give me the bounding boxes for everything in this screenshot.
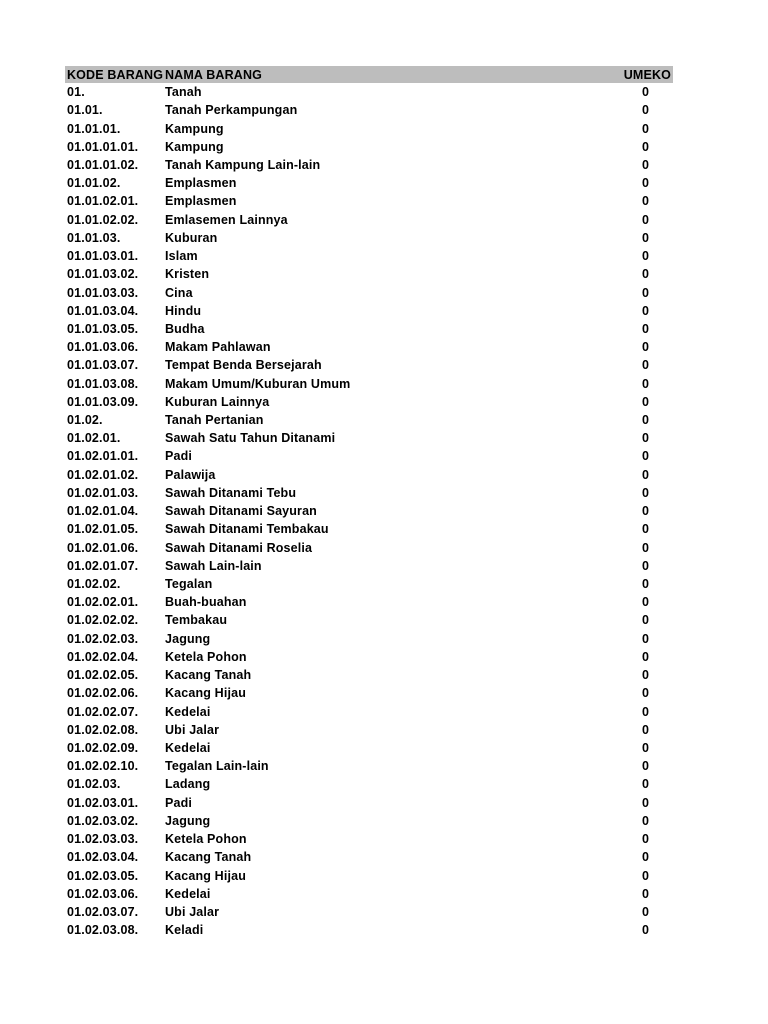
- row-value-cell: 0: [641, 832, 650, 847]
- row-name-cell: Makam Pahlawan: [165, 340, 271, 355]
- row-code-cell: 01.02.01.: [67, 431, 121, 446]
- row-code-cell: 01.02.01.02.: [67, 467, 139, 482]
- row-value-cell: 0: [641, 540, 650, 555]
- row-value-cell: 0: [641, 813, 650, 828]
- table-row: [65, 666, 673, 684]
- row-code-cell: 01.01.03.03.: [67, 285, 139, 300]
- row-code-cell: 01.02.03.02.: [67, 813, 139, 828]
- row-value-cell: 0: [641, 85, 650, 100]
- row-code-cell: 01.01.03.05.: [67, 321, 139, 336]
- row-value-cell: 0: [641, 850, 650, 865]
- row-code-cell: 01.01.03.02.: [67, 267, 139, 282]
- row-code-cell: 01.02.02.02.: [67, 613, 139, 628]
- row-name-cell: Sawah Ditanami Sayuran: [165, 504, 317, 519]
- row-code-cell: 01.02.01.01.: [67, 449, 139, 464]
- row-code-cell: 01.01.03.04.: [67, 303, 139, 318]
- table-row: [65, 794, 673, 812]
- row-code-cell: 01.02.03.07.: [67, 904, 139, 919]
- table-row: [65, 247, 673, 265]
- row-code-cell: 01.02.01.04.: [67, 504, 139, 519]
- row-value-cell: 0: [641, 795, 650, 810]
- row-value-cell: 0: [641, 103, 650, 118]
- table-row: [65, 885, 673, 903]
- table-row: [65, 538, 673, 556]
- table-row: [65, 921, 673, 939]
- row-value-cell: 0: [641, 321, 650, 336]
- row-value-cell: 0: [641, 722, 650, 737]
- table-row: [65, 611, 673, 629]
- table-row: [65, 757, 673, 775]
- table-row: [65, 557, 673, 575]
- row-name-cell: Kacang Hijau: [165, 868, 246, 883]
- row-name-cell: Emplasmen: [165, 176, 237, 191]
- row-name-cell: Jagung: [165, 631, 211, 646]
- row-name-cell: Padi: [165, 449, 192, 464]
- row-value-cell: 0: [641, 631, 650, 646]
- row-code-cell: 01.02.02.05.: [67, 668, 139, 683]
- row-code-cell: 01.02.02.03.: [67, 631, 139, 646]
- row-value-cell: 0: [641, 431, 650, 446]
- table-row: [65, 375, 673, 393]
- row-value-cell: 0: [641, 668, 650, 683]
- table-row: [65, 593, 673, 611]
- table-row: [65, 283, 673, 301]
- table-row: [65, 429, 673, 447]
- table-row: [65, 466, 673, 484]
- row-value-cell: 0: [641, 176, 650, 191]
- row-value-cell: 0: [641, 230, 650, 245]
- table-row: [65, 265, 673, 283]
- row-value-cell: 0: [641, 558, 650, 573]
- row-value-cell: 0: [641, 376, 650, 391]
- row-value-cell: 0: [641, 577, 650, 592]
- table-row: [65, 739, 673, 757]
- row-name-cell: Tanah Perkampungan: [165, 103, 298, 118]
- row-name-cell: Kuburan Lainnya: [165, 394, 270, 409]
- row-code-cell: 01.02.03.: [67, 777, 121, 792]
- row-name-cell: Kacang Tanah: [165, 668, 252, 683]
- table-row: [65, 320, 673, 338]
- table-row: [65, 903, 673, 921]
- row-name-cell: Hindu: [165, 303, 202, 318]
- table-row: [65, 702, 673, 720]
- row-value-cell: 0: [641, 868, 650, 883]
- row-name-cell: Tanah Pertanian: [165, 413, 264, 428]
- row-name-cell: Makam Umum/Kuburan Umum: [165, 376, 351, 391]
- row-name-cell: Budha: [165, 321, 205, 336]
- row-name-cell: Jagung: [165, 813, 211, 828]
- row-name-cell: Tempat Benda Bersejarah: [165, 358, 322, 373]
- row-code-cell: 01.02.02.01.: [67, 595, 139, 610]
- row-name-cell: Emplasmen: [165, 194, 237, 209]
- row-code-cell: 01.: [67, 85, 85, 100]
- row-name-cell: Sawah Satu Tahun Ditanami: [165, 431, 336, 446]
- table-row: [65, 520, 673, 538]
- row-value-cell: 0: [641, 704, 650, 719]
- row-name-cell: Ketela Pohon: [165, 832, 247, 847]
- row-code-cell: 01.02.02.04.: [67, 649, 139, 664]
- row-name-cell: Kristen: [165, 267, 210, 282]
- row-value-cell: 0: [641, 267, 650, 282]
- table-row: [65, 119, 673, 137]
- document-page: [65, 66, 673, 939]
- row-value-cell: 0: [641, 358, 650, 373]
- row-name-cell: Buah-buahan: [165, 595, 247, 610]
- row-name-cell: Kedelai: [165, 886, 211, 901]
- column-header-umeko: UMEKO: [623, 67, 671, 82]
- table-row: [65, 356, 673, 374]
- row-value-cell: 0: [641, 904, 650, 919]
- row-code-cell: 01.02.02.08.: [67, 722, 139, 737]
- row-code-cell: 01.02.02.06.: [67, 686, 139, 701]
- row-code-cell: 01.02.03.06.: [67, 886, 139, 901]
- row-name-cell: Islam: [165, 249, 198, 264]
- row-value-cell: 0: [641, 686, 650, 701]
- row-code-cell: 01.02.01.07.: [67, 558, 139, 573]
- row-name-cell: Kedelai: [165, 704, 211, 719]
- row-code-cell: 01.01.01.: [67, 121, 121, 136]
- table-row: [65, 848, 673, 866]
- table-row: [65, 338, 673, 356]
- table-row: [65, 211, 673, 229]
- table-row: [65, 411, 673, 429]
- table-row: [65, 174, 673, 192]
- row-code-cell: 01.01.03.09.: [67, 394, 139, 409]
- row-name-cell: Emlasemen Lainnya: [165, 212, 288, 227]
- row-name-cell: Tegalan Lain-lain: [165, 759, 269, 774]
- row-code-cell: 01.01.02.01.: [67, 194, 139, 209]
- row-code-cell: 01.01.03.07.: [67, 358, 139, 373]
- table-row: [65, 721, 673, 739]
- row-name-cell: Palawija: [165, 467, 216, 482]
- row-name-cell: Tegalan: [165, 577, 213, 592]
- row-code-cell: 01.02.01.06.: [67, 540, 139, 555]
- row-value-cell: 0: [641, 613, 650, 628]
- row-code-cell: 01.01.03.01.: [67, 249, 139, 264]
- table-row: [65, 648, 673, 666]
- row-code-cell: 01.02.03.08.: [67, 923, 139, 938]
- row-code-cell: 01.02.02.: [67, 577, 121, 592]
- table-row: [65, 192, 673, 210]
- row-name-cell: Sawah Lain-lain: [165, 558, 262, 573]
- row-value-cell: 0: [641, 157, 650, 172]
- row-value-cell: 0: [641, 413, 650, 428]
- table-row: [65, 502, 673, 520]
- table-row: [65, 229, 673, 247]
- row-value-cell: 0: [641, 759, 650, 774]
- row-name-cell: Kacang Tanah: [165, 850, 252, 865]
- row-value-cell: 0: [641, 886, 650, 901]
- row-value-cell: 0: [641, 394, 650, 409]
- row-value-cell: 0: [641, 504, 650, 519]
- row-value-cell: 0: [641, 303, 650, 318]
- row-code-cell: 01.01.03.08.: [67, 376, 139, 391]
- table-row: [65, 684, 673, 702]
- row-value-cell: 0: [641, 121, 650, 136]
- row-code-cell: 01.02.03.01.: [67, 795, 139, 810]
- table-row: [65, 101, 673, 119]
- row-code-cell: 01.01.01.01.: [67, 139, 139, 154]
- row-value-cell: 0: [641, 194, 650, 209]
- row-name-cell: Keladi: [165, 923, 204, 938]
- table-row: [65, 156, 673, 174]
- row-name-cell: Ubi Jalar: [165, 722, 220, 737]
- row-name-cell: Tembakau: [165, 613, 228, 628]
- row-value-cell: 0: [641, 212, 650, 227]
- row-name-cell: Ladang: [165, 777, 211, 792]
- table-row: [65, 138, 673, 156]
- row-code-cell: 01.01.: [67, 103, 103, 118]
- row-value-cell: 0: [641, 777, 650, 792]
- table-row: [65, 393, 673, 411]
- row-name-cell: Tanah Kampung Lain-lain: [165, 157, 321, 172]
- row-name-cell: Kedelai: [165, 740, 211, 755]
- row-value-cell: 0: [641, 522, 650, 537]
- row-name-cell: Ubi Jalar: [165, 904, 220, 919]
- table-row: [65, 302, 673, 320]
- row-code-cell: 01.02.01.05.: [67, 522, 139, 537]
- row-code-cell: 01.02.03.05.: [67, 868, 139, 883]
- row-code-cell: 01.02.02.09.: [67, 740, 139, 755]
- row-code-cell: 01.01.01.02.: [67, 157, 139, 172]
- row-name-cell: Sawah Ditanami Tebu: [165, 485, 297, 500]
- row-value-cell: 0: [641, 139, 650, 154]
- row-code-cell: 01.01.03.: [67, 230, 121, 245]
- row-code-cell: 01.02.03.04.: [67, 850, 139, 865]
- row-value-cell: 0: [641, 467, 650, 482]
- row-code-cell: 01.02.01.03.: [67, 485, 139, 500]
- row-value-cell: 0: [641, 249, 650, 264]
- row-value-cell: 0: [641, 285, 650, 300]
- row-code-cell: 01.02.02.07.: [67, 704, 139, 719]
- row-name-cell: Kacang Hijau: [165, 686, 246, 701]
- row-value-cell: 0: [641, 340, 650, 355]
- table-row: [65, 447, 673, 465]
- row-name-cell: Cina: [165, 285, 193, 300]
- table-row: [65, 83, 673, 101]
- column-header-kode-barang: KODE BARANG: [67, 67, 164, 82]
- table-row: [65, 630, 673, 648]
- row-value-cell: 0: [641, 740, 650, 755]
- row-name-cell: Sawah Ditanami Roselia: [165, 540, 313, 555]
- table-row: [65, 575, 673, 593]
- row-value-cell: 0: [641, 923, 650, 938]
- row-code-cell: 01.02.03.03.: [67, 832, 139, 847]
- row-value-cell: 0: [641, 485, 650, 500]
- row-code-cell: 01.01.02.: [67, 176, 121, 191]
- row-name-cell: Sawah Ditanami Tembakau: [165, 522, 329, 537]
- row-name-cell: Tanah: [165, 85, 202, 100]
- row-name-cell: Kampung: [165, 139, 224, 154]
- row-code-cell: 01.02.: [67, 413, 103, 428]
- table-row: [65, 812, 673, 830]
- row-value-cell: 0: [641, 595, 650, 610]
- row-code-cell: 01.01.03.06.: [67, 340, 139, 355]
- table-row: [65, 866, 673, 884]
- row-name-cell: Kuburan: [165, 230, 218, 245]
- table-row: [65, 830, 673, 848]
- row-name-cell: Ketela Pohon: [165, 649, 247, 664]
- row-value-cell: 0: [641, 449, 650, 464]
- row-name-cell: Padi: [165, 795, 192, 810]
- row-value-cell: 0: [641, 649, 650, 664]
- row-code-cell: 01.01.02.02.: [67, 212, 139, 227]
- table-row: [65, 775, 673, 793]
- table-row: [65, 484, 673, 502]
- column-header-nama-barang: NAMA BARANG: [165, 67, 263, 82]
- row-code-cell: 01.02.02.10.: [67, 759, 139, 774]
- row-name-cell: Kampung: [165, 121, 224, 136]
- table-header-row: [65, 66, 673, 83]
- table-body: [65, 83, 673, 939]
